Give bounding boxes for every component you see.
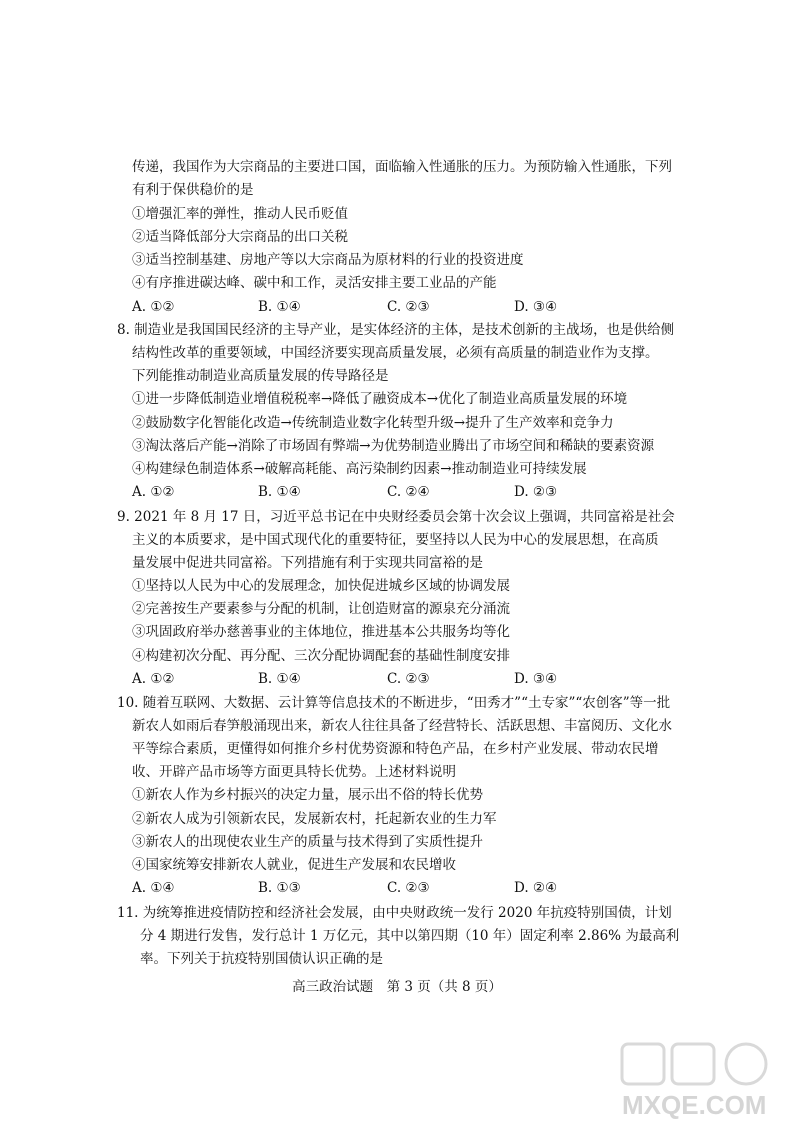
q9-choice-4: ④构建初次分配、再分配、三次分配协调配套的基础性制度安排 — [132, 648, 510, 664]
q11-line-1: 11. 为统筹推进疫情防控和经济社会发展，由中央财政统一发行 2020 年抗疫特别国债，计划 — [117, 905, 672, 921]
q9-line-3: 量发展中促进共同富裕。下列措施有利于实现共同富裕的是 — [132, 555, 483, 571]
q10-option-b[interactable]: B. ①③ — [258, 880, 301, 896]
q9-option-b[interactable]: B. ①④ — [258, 671, 301, 687]
q10-choice-3: ③新农人的出现使农业生产的质量与技术得到了实质性提升 — [132, 834, 483, 850]
q10-option-a[interactable]: A. ①④ — [132, 880, 175, 896]
page-footer: 高三政治试题 第 3 页（共 8 页） — [292, 979, 502, 995]
q7-choice-1: ①增强汇率的弹性，推动人民币贬值 — [132, 206, 348, 222]
watermark-glyph-3 — [726, 1044, 766, 1084]
q8-choice-2: ②鼓励数字化智能化改造→传统制造业数字化转型升级→提升了生产效率和竞争力 — [132, 415, 614, 431]
q11-line-3: 率。下列关于抗疫特别国债认识正确的是 — [140, 951, 383, 967]
q7-option-b[interactable]: B. ①④ — [258, 299, 301, 315]
q8-option-c[interactable]: C. ②④ — [387, 484, 430, 500]
q9-line-2: 主义的本质要求，是中国式现代化的重要特征，要坚持以人民为中心的发展思想，在高质 — [132, 532, 659, 548]
watermark-glyph-1 — [622, 1044, 664, 1084]
q10-line-1: 10. 随着互联网、大数据、云计算等信息技术的不断进步，“田秀才”“土专家”“农创客”等一批 — [117, 695, 671, 711]
watermark-graphic — [560, 1040, 790, 1120]
q9-line-1: 9. 2021 年 8 月 17 日，习近平总书记在中央财经委员会第十次会议上强调，共同富裕是社会 — [117, 509, 675, 525]
q7-line-1: 传递，我国作为大宗商品的主要进口国，面临输入性通胀的压力。为预防输入性通胀，下列 — [132, 159, 672, 175]
q7-option-a[interactable]: A. ①② — [132, 299, 175, 315]
q8-line-1: 8. 制造业是我国国民经济的主导产业，是实体经济的主体，是技术创新的主战场，也是供给侧 — [117, 322, 675, 338]
q7-option-c[interactable]: C. ②③ — [387, 299, 430, 315]
q9-choice-2: ②完善按生产要素参与分配的机制，让创造财富的源泉充分涌流 — [132, 601, 510, 617]
q11-line-2: 分 4 期进行发售，发行总计 1 万亿元，其中以第四期（10 年）固定利率 2.86% 为最高利 — [140, 928, 680, 944]
q7-option-d[interactable]: D. ③④ — [514, 299, 558, 315]
q7-choice-4: ④有序推进碳达峰、碳中和工作，灵活安排主要工业品的产能 — [132, 275, 497, 291]
q9-option-c[interactable]: C. ②③ — [387, 671, 430, 687]
q9-option-d[interactable]: D. ③④ — [514, 671, 558, 687]
q8-choice-3: ③淘汰落后产能→消除了市场固有弊端→为优势制造业腾出了市场空间和稀缺的要素资源 — [132, 438, 655, 454]
q9-choice-3: ③巩固政府举办慈善事业的主体地位，推进基本公共服务均等化 — [132, 624, 510, 640]
q8-option-d[interactable]: D. ②③ — [514, 484, 558, 500]
q7-choice-2: ②适当降低部分大宗商品的出口关税 — [132, 229, 348, 245]
watermark-text: MXQE.COM — [622, 1090, 767, 1120]
q10-choice-1: ①新农人作为乡村振兴的决定力量，展示出不俗的特长优势 — [132, 787, 483, 803]
q9-choice-1: ①坚持以人民为中心的发展理念，加快促进城乡区域的协调发展 — [132, 578, 510, 594]
q10-option-c[interactable]: C. ②③ — [387, 880, 430, 896]
q10-option-d[interactable]: D. ②④ — [514, 880, 558, 896]
q8-line-2: 结构性改革的重要领域，中国经济要实现高质量发展，必须有高质量的制造业作为支撑。 — [132, 345, 659, 361]
q8-option-b[interactable]: B. ①④ — [258, 484, 301, 500]
q8-line-3: 下列能推动制造业高质量发展的传导路径是 — [132, 368, 389, 384]
q10-line-2: 新农人如雨后春笋般涌现出来，新农人往往具备了经营特长、活跃思想、丰富阅历、文化水 — [132, 718, 672, 734]
q7-choice-3: ③适当控制基建、房地产等以大宗商品为原材料的行业的投资进度 — [132, 252, 524, 268]
q8-choice-1: ①进一步降低制造业增值税税率→降低了融资成本→优化了制造业高质量发展的环境 — [132, 391, 628, 407]
watermark-glyph-2 — [672, 1044, 714, 1084]
q10-line-4: 收、开辟产品市场等方面更具特长优势。上述材料说明 — [132, 764, 456, 780]
q8-option-a[interactable]: A. ①② — [132, 484, 175, 500]
q7-line-2: 有利于保供稳价的是 — [132, 182, 254, 198]
q8-choice-4: ④构建绿色制造体系→破解高耗能、高污染制约因素→推动制造业可持续发展 — [132, 461, 587, 477]
q10-line-3: 平等综合素质，更懂得如何推介乡村优势资源和特色产品，在乡村产业发展、带动农民增 — [132, 741, 659, 757]
q9-option-a[interactable]: A. ①② — [132, 671, 175, 687]
q10-choice-4: ④国家统筹安排新农人就业，促进生产发展和农民增收 — [132, 857, 456, 873]
watermark-logo — [560, 1040, 790, 1120]
q10-choice-2: ②新农人成为引领新农民，发展新农村，托起新农业的生力军 — [132, 811, 497, 827]
